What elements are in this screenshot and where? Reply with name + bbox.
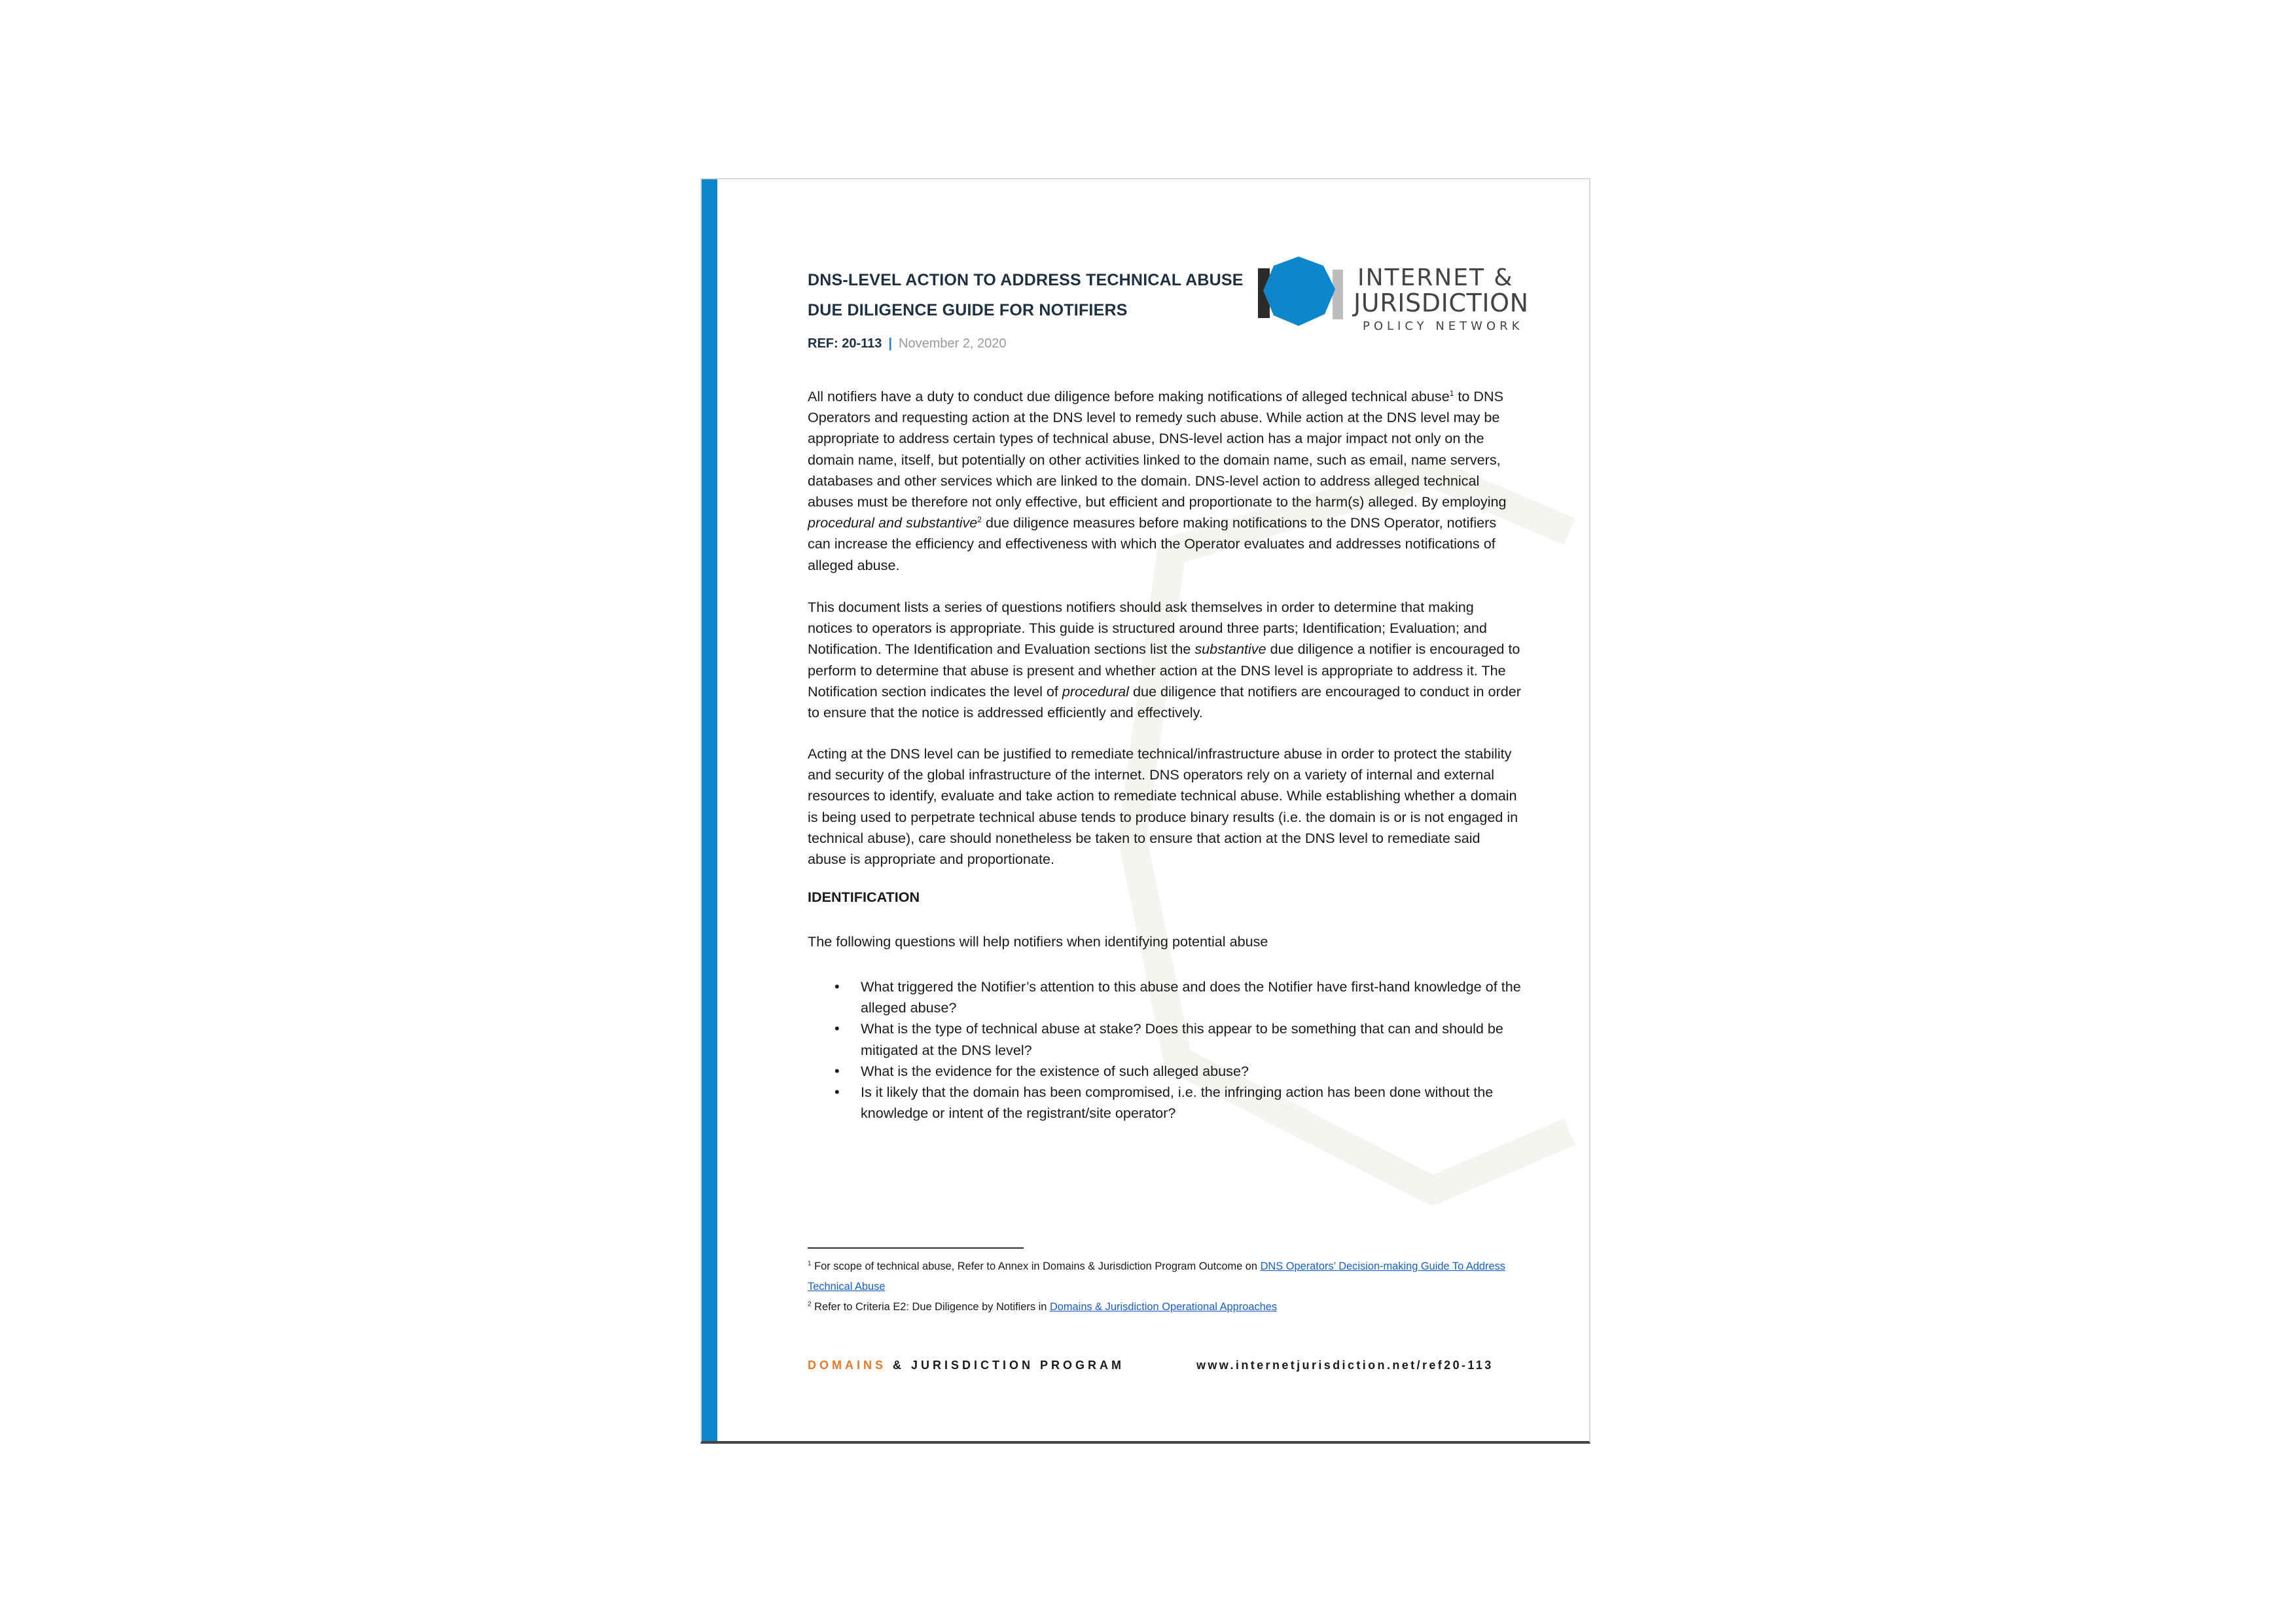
paragraph-1-italic: procedural and substantive [808, 514, 978, 531]
footnote-divider [808, 1247, 1024, 1249]
document-title-line-1: DNS-LEVEL ACTION TO ADDRESS TECHNICAL ABUSE [808, 271, 1244, 289]
footnote-2-text: Refer to Criteria E2: Due Diligence by Notifiers in [811, 1301, 1050, 1313]
footnote-2-number: 2 [808, 1300, 812, 1308]
paragraph-1-text-c: due diligence measures before making notifications to the DNS Operator, notifiers can increase the efficiency and effectiveness with which the Operator evaluates and addresses notifications of alleged abuse. [808, 514, 1497, 573]
footnote-ref-2[interactable]: 2 [977, 515, 982, 525]
logo-line-2: JURISDICTION [1354, 289, 1529, 317]
footer-url[interactable]: www.internetjurisdiction.net/ref20-113 [1196, 1359, 1494, 1372]
intro-paragraph [808, 386, 1522, 576]
paragraph-1-text-b: to DNS Operators and requesting action at the DNS level to remedy such abuse. While action at the DNS level may be appropriate to address certain types of technical abuse, DNS-level action has a major impact not only on the domain name, itself, but potentially on other activities linked to the domain name, such as email, name servers, databases and other services which are linked to the domain. DNS-level action to address alleged technical abuses must be therefore not only effective, but efficient and proportionate to the harm(s) alleged. By employing [808, 388, 1507, 510]
list-item: • Is it likely that the domain has been compromised, i.e. the infringing action has been done without the knowledge or intent of the registrant/site operator? [861, 1082, 1541, 1124]
footnote-2 [808, 1297, 1522, 1317]
footnote-1-link[interactable]: DNS Operators’ Decision-making Guide To Address Technical Abuse [808, 1260, 1505, 1293]
footnote-1-number: 1 [808, 1260, 812, 1268]
footer-program-highlight: DOMAINS [808, 1359, 886, 1372]
organization-logo [1255, 253, 1543, 339]
document-title-line-2: DUE DILIGENCE GUIDE FOR NOTIFIERS [808, 301, 1128, 319]
section-intro: The following questions will help notifiers when identifying potential abuse [808, 933, 1268, 950]
footnote-1-text: For scope of technical abuse, Refer to Annex in Domains & Jurisdiction Program Outcome on [811, 1260, 1261, 1272]
list-item: • What is the type of technical abuse at stake? Does this appear to be something that can and should be mitigated at the DNS level? [861, 1018, 1541, 1060]
reference-line [808, 336, 1007, 351]
structure-paragraph [808, 597, 1522, 723]
document-date: November 2, 2020 [899, 336, 1007, 351]
paragraph-2-italic-b: procedural [1062, 683, 1129, 700]
footnote-ref-1[interactable]: 1 [1449, 388, 1454, 398]
footnote-1 [808, 1257, 1522, 1297]
paragraph-2-text-a: This document lists a series of questions notifiers should ask themselves in order to determine that making notices to operators is appropriate. This guide is structured around three parts; Identification; Evaluation; and Notification. The Identification and Evaluation sections list the [808, 599, 1487, 658]
paragraph-1-text-a: All notifiers have a duty to conduct due diligence before making notifications of alleged technical abuse [808, 388, 1450, 404]
logo-line-3: POLICY NETWORK [1363, 319, 1524, 333]
document-page [700, 178, 1590, 1444]
section-heading: IDENTIFICATION [808, 889, 920, 905]
list-item: • What is the evidence for the existence of such alleged abuse? [861, 1061, 1541, 1082]
paragraph-2-text-c: due diligence that notifiers are encouraged to conduct in order to ensure that the notice is addressed efficiently and effectively. [808, 683, 1521, 721]
logo-line-1: INTERNET & [1357, 264, 1514, 291]
justification-paragraph: Acting at the DNS level can be justified to remediate technical/infrastructure abuse in order to protect the stability and security of the global infrastructure of the internet. DNS operators rely on a variety of internal and external resources to identify, evaluate and take action to remediate technical abuse. While establishing whether a domain is being used to perpetrate technical abuse tends to produce binary results (i.e. the domain is or is not engaged in technical abuse), care should nonetheless be taken to ensure that action at the DNS level to remediate said abuse is appropriate and proportionate. [808, 745, 1518, 868]
paragraph-2-italic-a: substantive [1194, 641, 1266, 658]
reference-number: REF: 20-113 [808, 336, 882, 351]
reference-separator: | [888, 336, 892, 351]
logo-hexagon-icon [1255, 253, 1543, 339]
list-item: • What triggered the Notifier’s attention to this abuse and does the Notifier have first-hand knowledge of the alleged abuse? [861, 976, 1541, 1018]
question-list [861, 976, 1541, 1124]
footer-program-name [808, 1359, 1124, 1372]
footer-program-rest: & JURISDICTION PROGRAM [886, 1359, 1125, 1372]
paragraph-2-text-b: due diligence a notifier is encouraged to perform to determine that abuse is present and whether action at the DNS level is appropriate to address it. The Notification section indicates the level of [808, 641, 1520, 700]
footnote-2-link[interactable]: Domains & Jurisdiction Operational Approaches [1049, 1301, 1278, 1313]
